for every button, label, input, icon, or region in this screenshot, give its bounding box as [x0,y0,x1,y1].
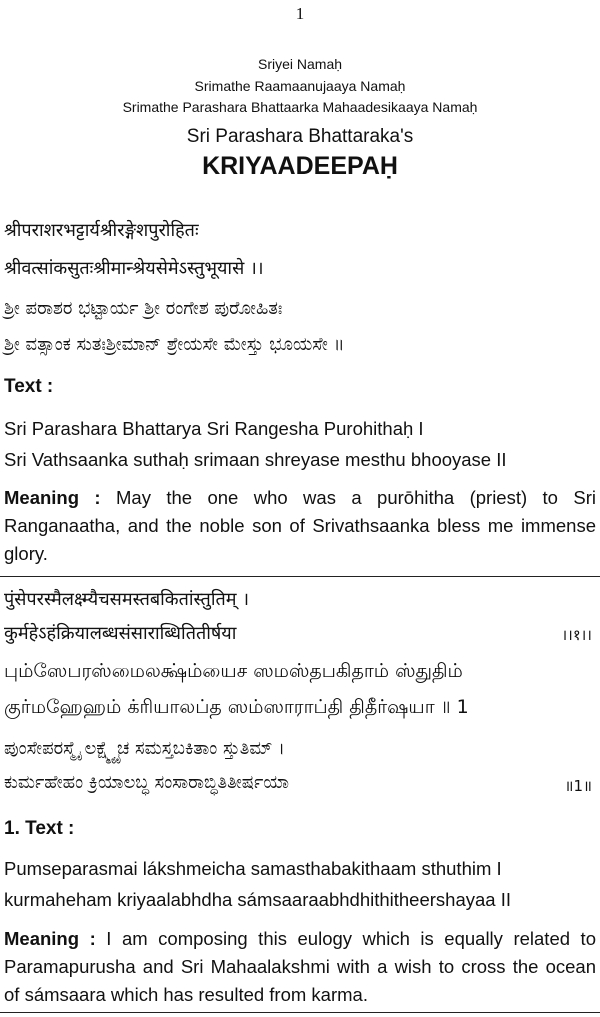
dhyana-meaning [4,484,596,568]
dhyana-kannada-line-1: ಶ್ರೀ ಪರಾಶರ ಭಟ್ಟಾರ್ಯ ಶ್ರೀ ರಂಗೇಶ ಪುರೋಹಿತಃ [4,298,283,319]
dhyana-devanagari-line-1: श्रीपराशरभट्टार्यश्रीरङ्गेशपुरोहितः [4,220,199,241]
verse1-kannada-line-1: ಪುಂಸೇಪರಸ್ಮೈ ಲಕ್ಷ್ಮ್ಯೈಚ ಸಮಸ್ತಬಕಿತಾಂ ಸ್ತುತಿಮ್ । [4,738,285,759]
dhyana-kannada-line-2: ಶ್ರೀ ವತ್ಸಾಂಕ ಸುತಃಶ್ರೀಮಾನ್ ಶ್ರೇಯಸೇ ಮೇಸ್ತು ಭೂಯಸೇ ॥ [4,334,345,355]
dhyana-text-heading: Text : [4,376,54,397]
invocation-line-1: Sriyei Namaḥ [257,56,343,72]
dhyana-transliteration-line-2: Sri Vathsaanka suthaḥ srimaan shreyase mesthu bhooyase II [4,449,507,470]
verse1-meaning [4,925,596,1009]
verse1-transliteration-line-1: Pumseparasmai lákshmeicha samasthabakithaam sthuthim I [4,858,502,879]
verse1-tamil-line-2: குர்மஹேஹம் க்ரியாலப்த ஸம்ஸாராப்தி திதீர்ஷயா ॥ 1 [4,696,469,718]
verse1-text-heading: 1. Text : [4,818,75,839]
section-divider-1 [0,576,600,577]
verse1-devanagari-number: ।।१।। [561,626,592,644]
dhyana-transliteration-line-1: Sri Parashara Bhattarya Sri Rangesha Purohithaḥ I [4,418,424,439]
verse1-meaning-label: Meaning : [4,928,96,949]
verse1-kannada-line-2: ಕುರ್ಮಹೇಹಂ ಕ್ರಿಯಾಲಬ್ಧ ಸಂಸಾರಾಬ್ಧಿತಿತೀರ್ಷಯಾ [4,772,289,793]
section-divider-2 [0,1012,600,1013]
verse1-devanagari-line-1: पुंसेपरस्मैलक्ष्म्यैचसमस्तबकितांस्तुतिम् । [4,589,250,610]
verse1-transliteration-line-2: kurmaheham kriyaalabhdha sámsaaraabhdhithitheershayaa II [4,889,511,910]
page-number: 1 [295,4,305,23]
dhyana-devanagari-line-2: श्रीवत्सांकसुतःश्रीमान्श्रेयसेमेऽस्तुभूयासे ।। [4,258,264,279]
verse1-kannada-number: ॥1॥ [564,777,592,795]
verse1-devanagari-line-2: कुर्महेऽहंक्रियालब्धसंसाराब्धितितीर्षया [4,623,237,644]
invocation-line-3: Srimathe Parashara Bhattaarka Mahaadesikaaya Namaḥ [122,99,478,115]
work-subtitle: Sri Parashara Bhattaraka's [186,126,414,147]
dhyana-meaning-text: May the one who was a purōhitha (priest) to Sri Ranganaatha, and the noble son of Srivathsaanka bless me immense glory. [4,487,596,564]
work-title: KRIYAADEEPAḤ [202,152,398,180]
dhyana-meaning-label: Meaning : [4,487,101,508]
verse1-meaning-text: I am composing this eulogy which is equally related to Paramapurusha and Sri Mahaalakshmi with a wish to cross the ocean of sámsaara which has resulted from karma. [4,928,596,1005]
invocation-line-2: Srimathe Raamaanujaaya Namaḥ [194,78,406,94]
verse1-tamil-line-1: பும்ஸேபரஸ்மைலக்ஷ்ம்யைச ஸமஸ்தபகிதாம் ஸ்துதிம் [4,660,463,682]
